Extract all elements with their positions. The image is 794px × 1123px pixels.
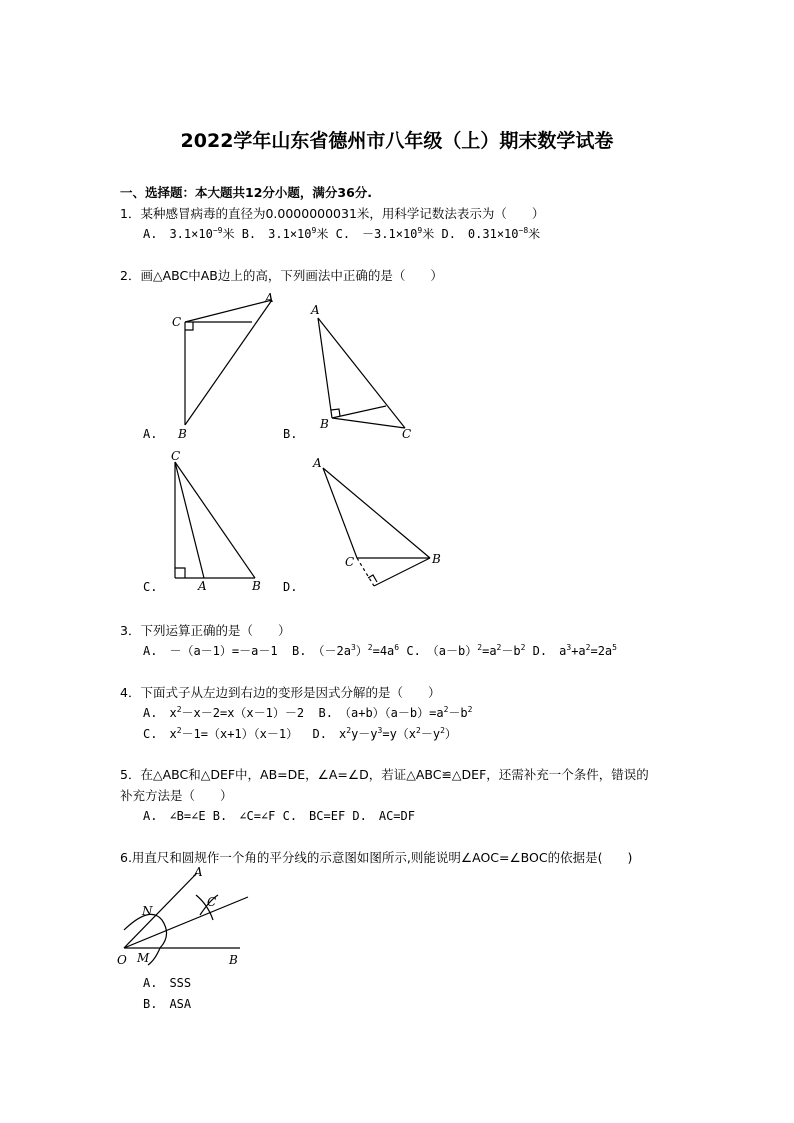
q3-option-c: C. （a－b） xyxy=(406,644,478,658)
question-3-stem: 3．下列运算正确的是（ ） xyxy=(120,623,291,638)
question-1-stem: 1．某种感冒病毒的直径为0.0000000031米，用科学记数法表示为（ ） xyxy=(120,206,545,221)
fig-a-label-c: C xyxy=(172,315,182,329)
q6-option-a: A. SSS xyxy=(143,976,192,990)
fig-b-label-a: A xyxy=(311,303,320,317)
q4-option-a: A. x xyxy=(143,706,177,720)
q3-option-b: B. （－2a xyxy=(292,644,351,658)
q2-label-b: B. xyxy=(283,427,298,441)
fig-d-label-c: C xyxy=(345,555,355,569)
q3-option-a: A. －（a－1）=－a－1 xyxy=(143,644,278,658)
question-4-stem: 4．下面式子从左边到右边的变形是因式分解的是（ ） xyxy=(120,685,441,700)
q2-label-c: C. xyxy=(143,580,158,594)
question-1-options: A. $3.1\times 10^{-9}$米 B. $3.1\times 10^9$米 C. $-3.1\times 10^9$米 D. $0.31\times 10^{-8}$米 xyxy=(143,226,541,241)
fig-c-label-c: C xyxy=(171,449,181,463)
q1-option-c: C. －3.1×10 xyxy=(335,227,418,241)
question-5-stem-2: 补充方法是（ ） xyxy=(120,788,233,803)
question-2-stem: 2．画△ABC中AB边上的高，下列画法中正确的是（ ） xyxy=(120,268,443,283)
fig-b-label-c: C xyxy=(402,427,412,441)
fig-c-label-a: A xyxy=(198,579,207,593)
question-3-options: A. －（a－1）=－a－1 B. $(-2a^3)^2=4a^6$ C. $(a-b)^2=a^2-b^2$ D. $a^3+a^2=2a^5$ xyxy=(143,643,617,658)
q1-option-b: B. 3.1×10 xyxy=(241,227,312,241)
q6-label-o: O xyxy=(117,953,127,967)
section-heading: 一、选择题：本大题共12分小题，满分36分. xyxy=(120,185,373,200)
q6-label-b: B xyxy=(229,953,238,967)
question-6-stem: 6.用直尺和圆规作一个角的平分线的示意图如图所示,则能说明∠AOC=∠BOC的依据是( ) xyxy=(120,850,633,865)
q2-label-d: D. xyxy=(283,580,298,594)
q6-option-b: B. ASA xyxy=(143,997,192,1011)
q6-label-c: C xyxy=(207,895,217,909)
q3-option-d: D. a xyxy=(532,644,567,658)
q1-option-a: A. 3.1×10 xyxy=(143,227,213,241)
q4-option-d: D. x xyxy=(312,727,347,741)
q4-row-1: A. $x^2-x-2=x(x-1)-2$ B. $(a+b)(a-b)=a^2-b^2$ xyxy=(143,705,473,720)
q4-option-c: C. x xyxy=(143,727,177,741)
fig-d-label-a: A xyxy=(313,456,322,470)
fig-a-label-b: B xyxy=(178,427,187,441)
q4-option-b: B. （a+b）（a－b）=a xyxy=(318,706,444,720)
q6-label-m: M xyxy=(137,951,150,965)
fig-d-label-b: B xyxy=(432,552,441,566)
fig-b-label-b: B xyxy=(320,417,329,431)
q6-label-n: N xyxy=(142,904,153,918)
question-5-stem-1: 5．在△ABC和△DEF中，AB=DE，∠A=∠D，若证△ABC≌△DEF，还需补充一个条件，错误的 xyxy=(120,767,649,782)
q4-row-2: C. $x^2-1=(x+1)(x-1)$ D. $x^2y-y^3=y(x^2-y^2)$ xyxy=(143,726,457,741)
fig-a-label-a: A xyxy=(265,291,274,305)
q2-label-a: A. xyxy=(143,427,158,441)
fig-c-label-b: B xyxy=(252,579,261,593)
q6-label-a: A xyxy=(194,865,203,879)
page-title: 2022学年山东省德州市八年级（上）期末数学试卷 xyxy=(180,130,614,152)
question-5-options: A. ∠B=∠E B. ∠C=∠F C. BC=EF D. AC=DF xyxy=(143,809,415,823)
q1-option-d: D. 0.31×10 xyxy=(441,227,519,241)
